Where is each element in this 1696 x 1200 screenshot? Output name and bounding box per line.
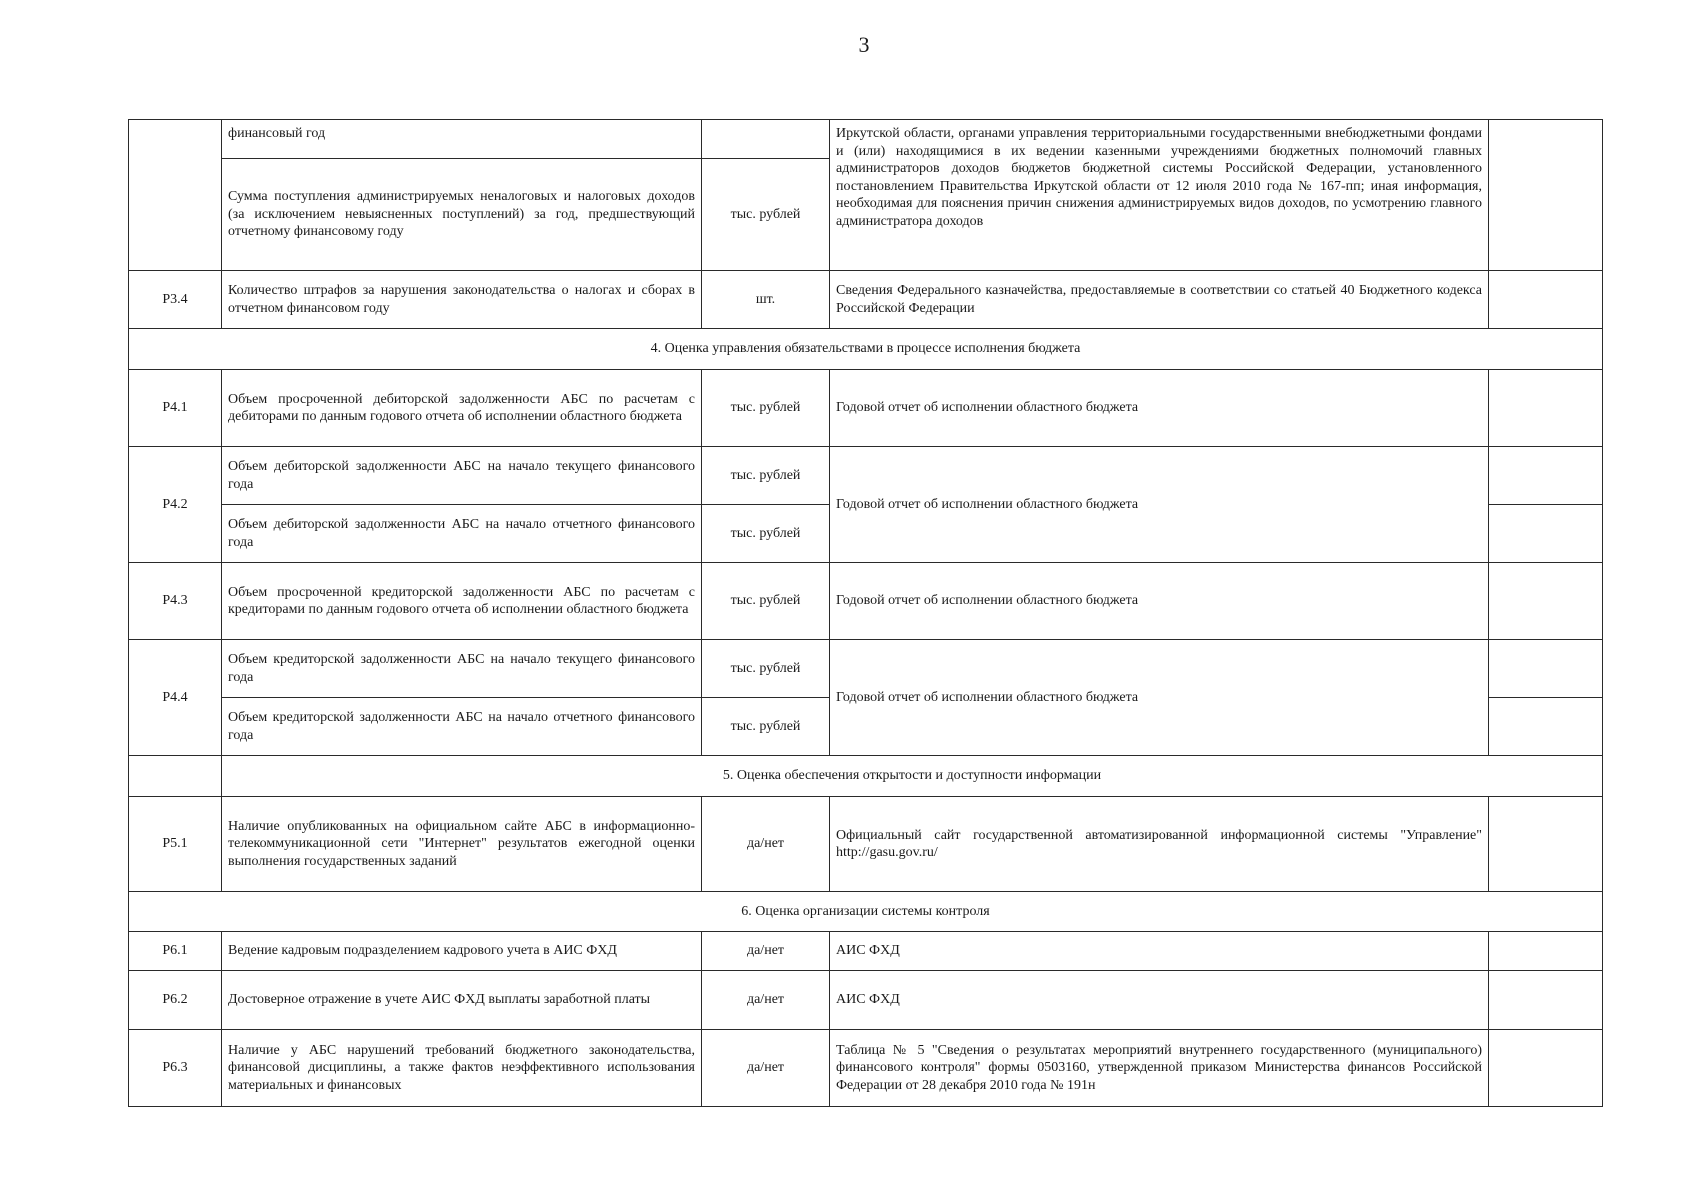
table-row bbox=[129, 640, 1603, 698]
table-row bbox=[129, 563, 1603, 640]
section-row bbox=[129, 329, 1603, 370]
section-row bbox=[129, 892, 1603, 932]
value-cell bbox=[1489, 698, 1603, 756]
indicator-name: Количество штрафов за нарушения законодательства о налогах и сборах в отчетном финансовом году bbox=[222, 271, 702, 329]
table-row bbox=[129, 971, 1603, 1030]
indicator-code: Р6.2 bbox=[129, 971, 222, 1030]
section-row bbox=[129, 756, 1603, 797]
value-cell bbox=[1489, 971, 1603, 1030]
data-source: Официальный сайт государственной автоматизированной информационной системы "Управление" http://gasu.gov.ru/ bbox=[830, 797, 1489, 892]
indicator-name: Сумма поступления администрируемых неналоговых и налоговых доходов (за исключением невыясненных поступлений) за год, предшествующий отчетному финансовому году bbox=[222, 159, 702, 271]
indicator-unit: тыс. рублей bbox=[702, 505, 830, 563]
value-cell bbox=[1489, 271, 1603, 329]
indicator-unit: шт. bbox=[702, 271, 830, 329]
indicator-unit bbox=[702, 120, 830, 159]
section-heading: 6. Оценка организации системы контроля bbox=[129, 892, 1603, 932]
data-source: Сведения Федерального казначейства, предоставляемые в соответствии со статьей 40 Бюджетного кодекса Российской Федерации bbox=[830, 271, 1489, 329]
indicator-code bbox=[129, 120, 222, 271]
value-cell bbox=[1489, 640, 1603, 698]
table-row bbox=[129, 370, 1603, 447]
value-cell bbox=[1489, 370, 1603, 447]
table-row bbox=[129, 271, 1603, 329]
table-row bbox=[129, 447, 1603, 505]
data-source: Годовой отчет об исполнении областного бюджета bbox=[830, 447, 1489, 563]
value-cell bbox=[1489, 563, 1603, 640]
indicator-name: Наличие у АБС нарушений требований бюджетного законодательства, финансовой дисциплины, а также фактов неэффективного использования материальных и финансовых bbox=[222, 1030, 702, 1107]
section-heading: 4. Оценка управления обязательствами в процессе исполнения бюджета bbox=[129, 329, 1603, 370]
indicator-code: Р4.2 bbox=[129, 447, 222, 563]
indicator-name: Объем кредиторской задолженности АБС на начало текущего финансового года bbox=[222, 640, 702, 698]
indicator-name: Ведение кадровым подразделением кадрового учета в АИС ФХД bbox=[222, 932, 702, 971]
section-heading: 5. Оценка обеспечения открытости и доступности информации bbox=[222, 756, 1603, 797]
indicator-name: Достоверное отражение в учете АИС ФХД выплаты заработной платы bbox=[222, 971, 702, 1030]
indicator-unit: да/нет bbox=[702, 1030, 830, 1107]
data-source: АИС ФХД bbox=[830, 932, 1489, 971]
indicator-unit: тыс. рублей bbox=[702, 447, 830, 505]
indicator-name: финансовый год bbox=[222, 120, 702, 159]
page-number: 3 bbox=[858, 32, 870, 57]
data-source: Годовой отчет об исполнении областного бюджета bbox=[830, 640, 1489, 756]
indicators-table bbox=[128, 119, 1603, 1107]
value-cell bbox=[1489, 932, 1603, 971]
indicator-unit: тыс. рублей bbox=[702, 370, 830, 447]
indicator-code: Р5.1 bbox=[129, 797, 222, 892]
table-row bbox=[129, 1030, 1603, 1107]
indicator-unit: да/нет bbox=[702, 971, 830, 1030]
indicator-unit: да/нет bbox=[702, 932, 830, 971]
data-source: Годовой отчет об исполнении областного бюджета bbox=[830, 370, 1489, 447]
indicator-code: Р4.3 bbox=[129, 563, 222, 640]
table-row bbox=[129, 797, 1603, 892]
indicator-unit: тыс. рублей bbox=[702, 159, 830, 271]
indicator-unit: тыс. рублей bbox=[702, 698, 830, 756]
table-row bbox=[129, 120, 1603, 159]
indicator-code: Р6.1 bbox=[129, 932, 222, 971]
indicator-name: Наличие опубликованных на официальном сайте АБС в информационно-телекоммуникационной сети "Интернет" результатов ежегодной оценки выполнения государственных заданий bbox=[222, 797, 702, 892]
value-cell bbox=[1489, 447, 1603, 505]
indicator-code: Р4.4 bbox=[129, 640, 222, 756]
indicator-code: Р4.1 bbox=[129, 370, 222, 447]
indicator-unit: тыс. рублей bbox=[702, 563, 830, 640]
value-cell bbox=[1489, 505, 1603, 563]
indicator-unit: тыс. рублей bbox=[702, 640, 830, 698]
data-source: Годовой отчет об исполнении областного бюджета bbox=[830, 563, 1489, 640]
data-source: АИС ФХД bbox=[830, 971, 1489, 1030]
table-row bbox=[129, 932, 1603, 971]
indicator-name: Объем кредиторской задолженности АБС на начало отчетного финансового года bbox=[222, 698, 702, 756]
data-source: Таблица № 5 "Сведения о результатах мероприятий внутреннего государственного (муниципального) финансового контроля" формы 0503160, утвержденной приказом Министерства финансов Российской Федерации от 28 декабря 2010 года № 191н bbox=[830, 1030, 1489, 1107]
section-code-cell bbox=[129, 756, 222, 797]
indicator-code: Р3.4 bbox=[129, 271, 222, 329]
indicator-name: Объем дебиторской задолженности АБС на начало отчетного финансового года bbox=[222, 505, 702, 563]
indicator-code: Р6.3 bbox=[129, 1030, 222, 1107]
data-source: Иркутской области, органами управления территориальными государственными внебюджетными фондами и (или) находящимися в их ведении казенными учреждениями бюджетных полномочий главных администраторов доходов бюджетов бюджетной системы Российской Федерации, установленного постановлением Правительства Иркутской области от 12 июля 2010 года № 167-пп; иная информация, необходимая для пояснения причин снижения администрируемых видов доходов, по усмотрению главного администратора доходов bbox=[830, 120, 1489, 271]
value-cell bbox=[1489, 797, 1603, 892]
value-cell bbox=[1489, 1030, 1603, 1107]
indicator-unit: да/нет bbox=[702, 797, 830, 892]
indicator-name: Объем дебиторской задолженности АБС на начало текущего финансового года bbox=[222, 447, 702, 505]
indicator-name: Объем просроченной кредиторской задолженности АБС по расчетам с кредиторами по данным годового отчета об исполнении областного бюджета bbox=[222, 563, 702, 640]
indicator-name: Объем просроченной дебиторской задолженности АБС по расчетам с дебиторами по данным годового отчета об исполнении областного бюджета bbox=[222, 370, 702, 447]
value-cell bbox=[1489, 120, 1603, 271]
